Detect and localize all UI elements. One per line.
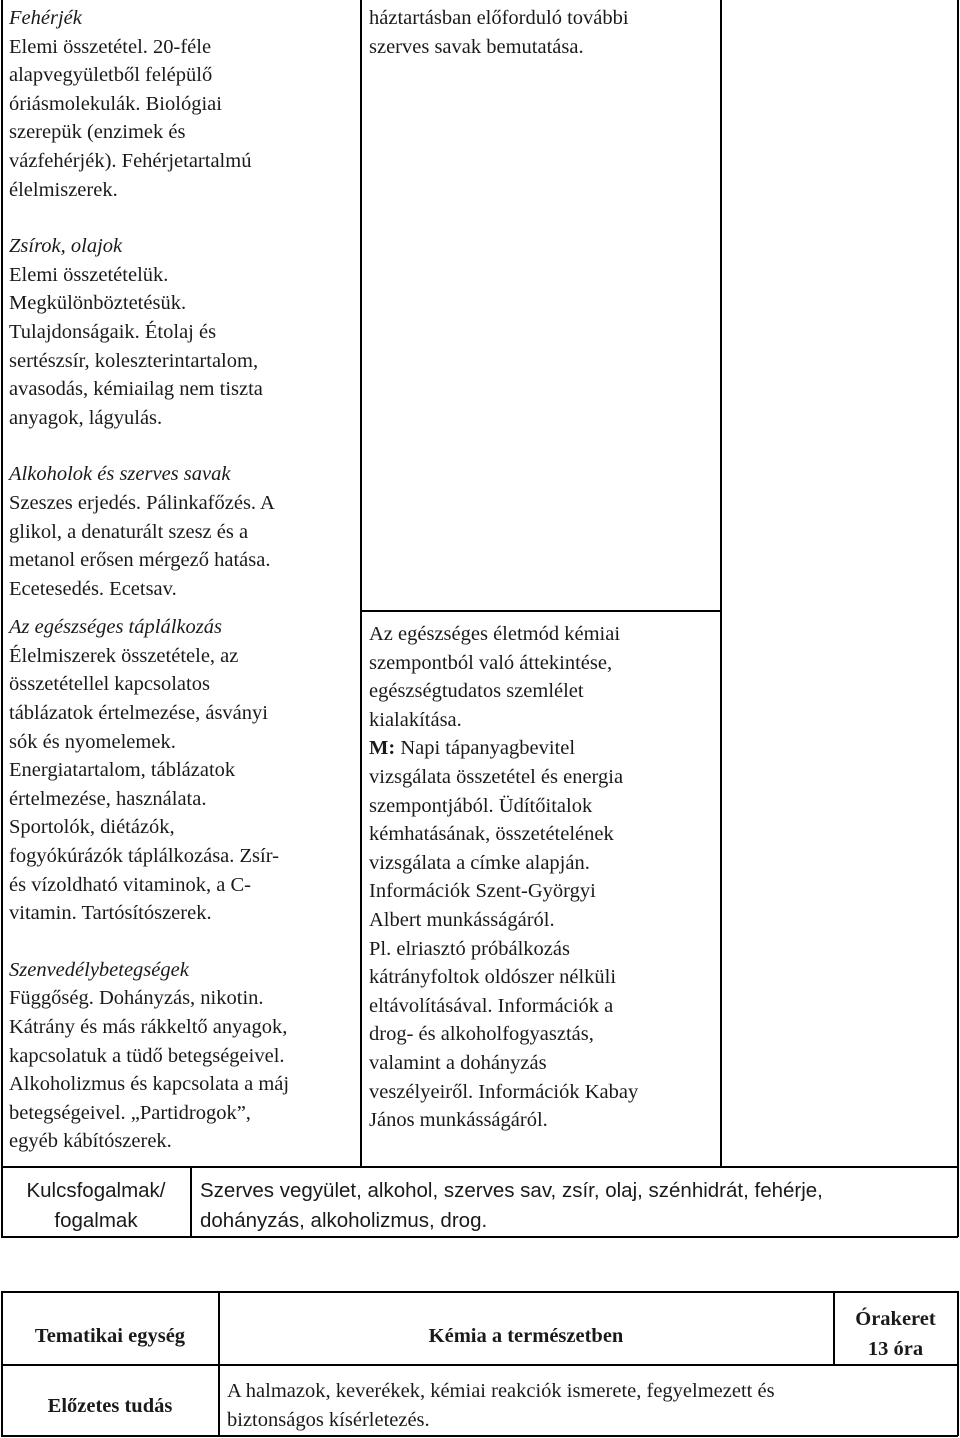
- key-concepts-label: [2, 1176, 190, 1236]
- activity-line: Az egészséges életmód kémiai: [369, 623, 621, 645]
- block-heading: Az egészséges táplálkozás: [9, 616, 222, 639]
- topic-border-right: [957, 1291, 959, 1436]
- block-heading: Zsírok, olajok: [9, 235, 123, 258]
- content-column: [9, 4, 359, 1156]
- block-line: anyagok, lágyulás.: [9, 406, 163, 429]
- activity-line: kátrányfoltok oldószer nélküli: [369, 966, 617, 989]
- block-nutrition: [9, 613, 359, 928]
- activity-line: vizsgálata a címke alapján.: [369, 851, 590, 874]
- hours-cell: [834, 1304, 957, 1364]
- block-heading: Szenvedélybetegségek: [9, 958, 189, 981]
- activity-line: valamint a dohányzás: [369, 1051, 547, 1074]
- prereq-label: Előzetes tudás: [47, 1395, 173, 1417]
- topic-row-divider: [1, 1364, 958, 1366]
- activity-line: egészségtudatos szemlélet: [369, 680, 584, 703]
- block-line: táblázatok értelmezése, ásványi: [9, 702, 268, 725]
- block-line: Szeszes erjedés. Pálinkafőzés. A: [9, 491, 275, 514]
- topic-table: [0, 1290, 960, 1438]
- topic-label: Tematikai egység: [34, 1325, 186, 1347]
- block-addictions: [9, 956, 359, 1156]
- block-line: Ecetesedés. Ecetsav.: [9, 577, 177, 600]
- block-line: óriásmolekulák. Biológiai: [9, 92, 222, 115]
- block-line: glikol, a denaturált szesz és a: [9, 520, 249, 543]
- activity-line: Albert munkásságáról.: [369, 908, 555, 931]
- block-line: alapvegyületből felépülő: [9, 64, 213, 87]
- key-label-line: fogalmak: [54, 1209, 138, 1232]
- key-content-line: dohányzás, alkoholizmus, drog.: [200, 1209, 488, 1232]
- block-line: vázfehérjék). Fehérjetartalmú: [9, 149, 252, 172]
- block-heading: Fehérjék: [9, 7, 82, 29]
- block-line: fogyókúrázók táplálkozása. Zsír-: [9, 845, 279, 868]
- m-text: Napi tápanyagbevitel: [395, 737, 576, 760]
- block-line: betegségeivel. „Partidrogok”,: [9, 1101, 251, 1124]
- activity-line: vizsgálata összetétel és energia: [369, 765, 624, 788]
- activity-line: Pl. elriasztó próbálkozás: [369, 937, 570, 960]
- table-border-bottom: [1, 1236, 958, 1238]
- column-divider-1: [360, 0, 362, 1167]
- activity-line: szempontjából. Üdítőitalok: [369, 794, 593, 817]
- activities-column-lower: [369, 620, 719, 1135]
- block-line: Függőség. Dohányzás, nikotin.: [9, 987, 264, 1010]
- block-line: Élelmiszerek összetétele, az: [9, 644, 239, 667]
- block-line: Kátrány és más rákkeltő anyagok,: [9, 1016, 288, 1038]
- key-label-line: Kulcsfogalmak/: [26, 1179, 166, 1202]
- hours-value: 13 óra: [867, 1338, 924, 1360]
- block-line: avasodás, kémiailag nem tiszta: [9, 378, 263, 401]
- activity-line: eltávolításával. Információk a: [369, 994, 614, 1017]
- activity-line: Információk Szent-Györgyi: [369, 880, 596, 903]
- mid-col-separator: [360, 610, 721, 612]
- prereq-line: biztonságos kísérletezés.: [227, 1408, 430, 1431]
- key-row-top-border: [1, 1166, 958, 1168]
- activities-column-top: [369, 4, 719, 61]
- block-line: Energiatartalom, táblázatok: [9, 759, 236, 782]
- topic-title: Kémia a természetben: [428, 1325, 624, 1347]
- block-line: sertészsír, koleszterintartalom,: [9, 349, 259, 372]
- prereq-line: A halmazok, keverékek, kémiai reakciók ismerete, fegyelmezett és: [227, 1380, 775, 1402]
- block-alcohols: [9, 460, 359, 603]
- activity-line: szempontból való áttekintése,: [369, 651, 613, 674]
- key-content-line: Szerves vegyület, alkohol, szerves sav, zsír, olaj, szénhidrát, fehérje,: [200, 1179, 823, 1202]
- block-line: Tulajdonságaik. Étolaj és: [9, 320, 217, 343]
- block-line: összetétellel kapcsolatos: [9, 673, 210, 696]
- block-line: Alkoholizmus és kapcsolata a máj: [9, 1073, 290, 1096]
- block-line: kapcsolatuk a tüdő betegségeivel.: [9, 1044, 285, 1067]
- topic-border-bottom: [1, 1435, 958, 1437]
- activity-line: János munkásságáról.: [369, 1109, 548, 1132]
- activity-line: drog- és alkoholfogyasztás,: [369, 1023, 594, 1046]
- block-line: vitamin. Tartósítószerek.: [9, 902, 212, 925]
- activity-line: [369, 734, 719, 763]
- block-line: sók és nyomelemek.: [9, 730, 176, 753]
- block-line: élelmiszerek.: [9, 178, 118, 201]
- block-line: egyéb kábítószerek.: [9, 1130, 172, 1153]
- block-line: szerepük (enzimek és: [9, 121, 186, 144]
- table-border-right: [957, 0, 959, 1237]
- activity-line: kémhatásának, összetételének: [369, 823, 614, 846]
- block-line: és vízoldható vitaminok, a C-: [9, 873, 251, 896]
- key-concepts-content: [200, 1176, 956, 1236]
- topic-col-divider: [218, 1291, 220, 1436]
- activity-line: veszélyeiről. Információk Kabay: [369, 1080, 639, 1103]
- block-line: Sportolók, diétázók,: [9, 816, 175, 839]
- m-prefix: M:: [369, 737, 396, 760]
- activity-line: háztartásban előforduló további: [369, 7, 629, 29]
- key-row-divider: [190, 1167, 192, 1237]
- block-line: Elemi összetételük.: [9, 263, 169, 286]
- block-line: metanol erősen mérgező hatása.: [9, 549, 271, 572]
- column-divider-2: [720, 0, 722, 1167]
- topic-border-top: [1, 1291, 958, 1293]
- hours-label: Órakeret: [855, 1308, 936, 1330]
- block-line: Megkülönböztetésük.: [9, 292, 187, 315]
- prereq-content: [227, 1377, 952, 1434]
- block-fats: [9, 232, 359, 432]
- table-border-left: [1, 0, 3, 1237]
- activity-line: kialakítása.: [369, 708, 462, 731]
- block-heading: Alkoholok és szerves savak: [9, 463, 231, 486]
- block-protein: [9, 4, 359, 204]
- activity-line: szerves savak bemutatása.: [369, 35, 584, 58]
- block-line: értelmezése, használata.: [9, 787, 207, 810]
- block-line: Elemi összetétel. 20-féle: [9, 35, 212, 58]
